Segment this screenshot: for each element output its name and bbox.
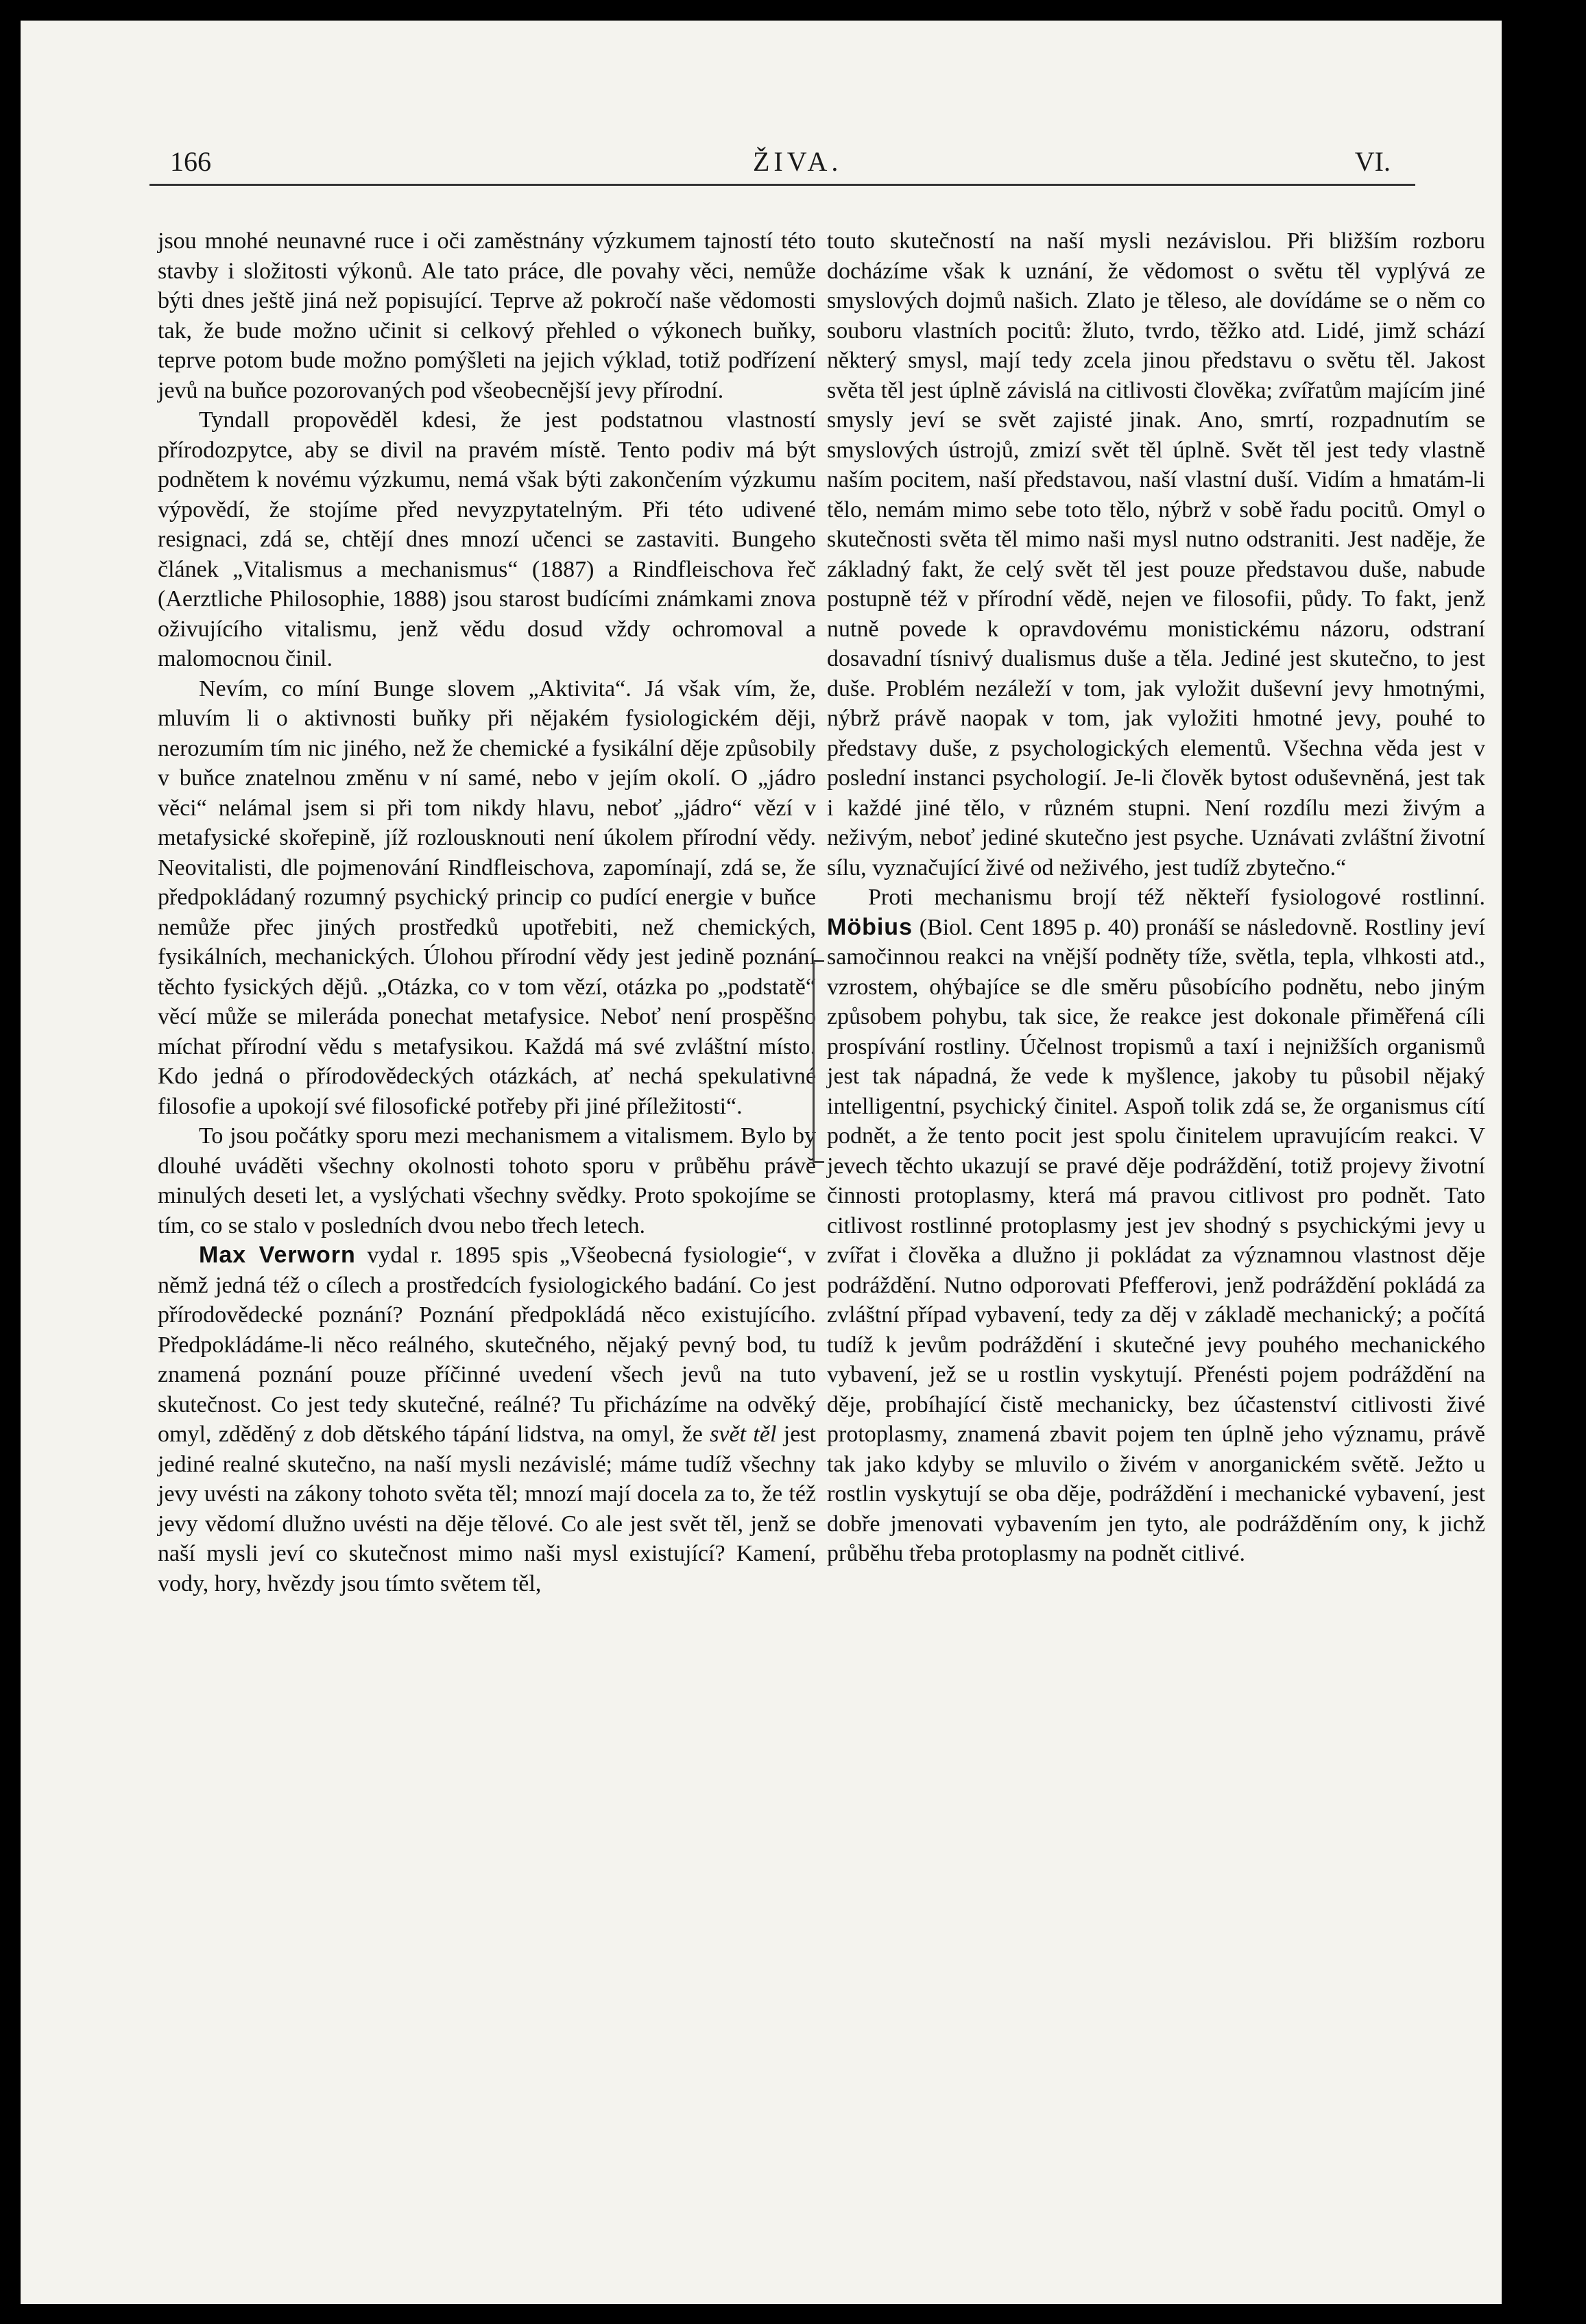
page-header [149,130,1418,178]
paragraph-text: jest jediné realné skutečno, na naší mysli nezávislé; máme tudíž všechny jevy uvésti na zákony tohoto světa těl; mnozí mají docela za to, že též jevy vědomí dlužno uvésti na děje tělové. Co ale jest svět těl, jenž se naší mysli jeví co skutečnost mimo naši mysl existující? Kamení, vody, hory, hvězdy jsou tímto světem těl, [158,1422,817,1596]
paragraph: touto skutečností na naší mysli nezávislou. Při bližším rozboru docházíme však k uznání, že vědomost o světu těl vyplývá ze smyslových dojmů našich. Zlato je těleso, ale dovídáme se o něm co souboru vlastních pocitů: žluto, tvrdo, těžko atd. Lidé, jimž schází některý smysl, mají tedy zcela jinou představu o světu těl. Jakost světa těl jest úplně závislá na citlivosti člověka; zvířatům majícím jiné smysly jeví se svět zajisté jinak. Ano, smrtí, rozpadnutím se smyslových ústrojů, zmizí svět těl úplně. Svět těl jest tedy vlastně naším pocitem, naší představou, naší vlastní duší. Vidím a hmatám-li tělo, nemám mimo sebe toto tělo, nýbrž v sobě řadu pocitů. Omyl o skutečnosti světa těl mimo naši mysl nutno odstraniti. Jest naděje, že základný fakt, že celý svět těl jest pouze představou duše, nabude postupně též v přírodní vědě, nejen ve filosofii, půdy. To fakt, jenž nutně povede k opravdovému monistickému názoru, odstraní dosavadní tísnivý dualismus duše a těla. Jediné jest skutečno, to jest duše. Problém nezáleží v tom, jak vyložit duševní jevy hmotnými, nýbrž právě naopak v tom, jak vyložiti hmotné jevy, pouhé to představy duše, z psychologických elementů. Všechna věda jest v poslední instanci psychologií. Je-li člověk bytost oduševněná, jest tak i každé jiné tělo, v různém stupni. Není rozdílu mezi živým a neživým, neboť jediné skutečno jest psyche. Uznávati zvláštní životní sílu, vyznačující živé od neživého, jest tudíž zbytečno.“ [827,228,1485,881]
paragraph [827,883,1485,1569]
author-name: Möbius [827,913,913,940]
right-column [827,226,1485,1569]
emphasis: svět těl [710,1422,777,1447]
paragraph: Nevím, co míní Bunge slovem „Aktivita“. Já však vím, že, mluvím li o aktivnosti buňky při nějakém fysiologickém ději, nerozumím tím nic jiného, než že chemické a fysikální děje způsobily v buňce znatelnou změnu v ní samé, nebo v jejím okolí. O „jádro věci“ nelámal jsem si při tom nikdy hlavu, neboť „jádro“ vězí v metafysické skořepině, jíž rozlousknouti není úkolem přírodní vědy. Neovitalisti, dle pojmenování Rindfleischova, zapomínají, zdá se, že předpokládaný rozumný psychický princip co pudící energie v buňce nemůže přec jiných prostředků upotřebiti, než chemických, fysikálních, mechanických. Úlohou přírodní vědy jest jedině poznání těchto fysických dějů. „Otázka, co v tom vězí, otázka po „podstatě“ věcí může se mileráda ponechat metafysice. Neboť není prospěšno míchat přírodní vědu s metafysikou. Každá má své zvláštní místo. Kdo jedná o přírodovědeckých otázkách, ať nechá spekulativné filosofie a upokojí své filosofické potřeby při jiné příležitosti“. [158,675,816,1119]
page-number: 166 [170,146,211,177]
margin-bracket [813,960,824,1163]
paragraph-text: vydal r. 1895 spis „Všeobecná fysiologie“, v němž jedná též o cílech a prostředcích fysiologického badání. Co jest přírodovědecké poznání? Poznání předpokládá něco existujícího. Předpokládáme-li něco reálného, skutečného, nějaký pevný bod, tu znamená poznání pouze příčinné uvedení všech jevů na tuto skutečnost. Co jest tedy skutečné, reálné? Tu přicházíme na odvěký omyl, zděděný z dob dětského tápání lidstva, na omyl, že [158,1243,816,1447]
paragraph [158,1241,816,1598]
paragraph: jsou mnohé neunavné ruce i oči zaměstnány výzkumem tajností této stavby i složitosti výkonů. Ale tato práce, dle povahy věci, nemůže býti dnes ještě jiná než popisující. Teprve až pokročí naše vědomosti tak, že bude možno učinit si celkový přehled o výkonech buňky, teprve potom bude možno pomýšleti na jejich výklad, totiž podřízení jevů na buňce pozorovaných pod všeobecnější jevy přírodní. [158,228,816,403]
journal-title: ŽIVA. [753,146,843,177]
paragraph: Tyndall propověděl kdesi, že jest podstatnou vlastností přírodozpytce, aby se divil na pravém místě. Tento podiv má být podnětem k novému výzkumu, nemá však býti zakončením výzkumu výpovědí, že stojíme před nevyzpytatelným. Při této udivené resignaci, zdá se, chtějí dnes mnozí učenci se zastaviti. Bungeho článek „Vitalismus a mechanismus“ (1887) a Rindfleischova řeč (Aerztliche Philosophie, 1888) jsou starost budícími známkami znova oživujícího vitalismu, jenž vědu dosud vždy ochromoval a malomocnou činil. [158,407,816,671]
paragraph-text: Proti mechanismu brojí též někteří fysiologové rostlinní. [868,885,1485,910]
paragraph-text: (Biol. Cent 1895 p. 40) pronáší se následovně. Rostliny jeví samočinnou reakci na vnější podněty tíže, světla, tepla, vlhkosti atd., vzrostem, ohýbajíce se dle směru působícího podnětu, nebo jiným způsobem pohybu, tak sice, že reakce jest dokonale přiměřená cíli prospívání rostliny. Účelnost tropismů a taxí i nejnižších organismů jest tak nápadná, že vede k myšlence, jakoby tu působil nějaký intelligentní, psychický činitel. Aspoň tolik zdá se, že organismus cítí podnět, a že tento pocit jest spolu činitelem upravujícím reakci. V jevech těchto ukazují se pravé děje podráždění, totiž projevy životní činnosti protoplasmy, která má pravou citlivost pro podnět. Tato citlivost rostlinné protoplasmy jest jev shodný s psychickými jevy u zvířat i člověka a dlužno ji pokládat za významnou vlastnost děje podráždění. Nutno odporovati Pfefferovi, jenž podráždění pokládá za zvláštní případ vybavení, tedy za děj v základě mechanický; a počítá tudíž k jevům podráždění i skutečné jevy pouhého mechanického vybavení, jež se u rostlin vyskytují. Přenésti pojem podráždění na děje, probíhající čistě mechanicky, bez účastenství citlivosti živé protoplasmy, znamená zbavit pojem ten úplně jeho významu, právě tak jako kdyby se mluvilo o živém v anorganickém světě. Ježto u rostlin vyskytují se oba děje, podráždění i mechanické vybavení, jest dobře jmenovati vybavením jen tyto, ale podrážděním ony, k jichž průběhu třeba protoplasmy na podnět citlivé. [827,914,1485,1566]
scan-edge [1502,0,1586,2324]
paragraph: To jsou počátky sporu mezi mechanismem a vitalismem. Bylo by dlouhé uváděti všechny okolnosti tohoto sporu v průběhu právě minulých deseti let, a vyslýchati všechny svědky. Proto spokojíme se tím, co se stalo v posledních dvou nebo třech letech. [158,1123,816,1238]
author-name: Max Verworn [199,1242,356,1268]
header-rule [149,184,1415,186]
volume-number: VI. [1354,146,1391,177]
left-column [158,226,816,1598]
